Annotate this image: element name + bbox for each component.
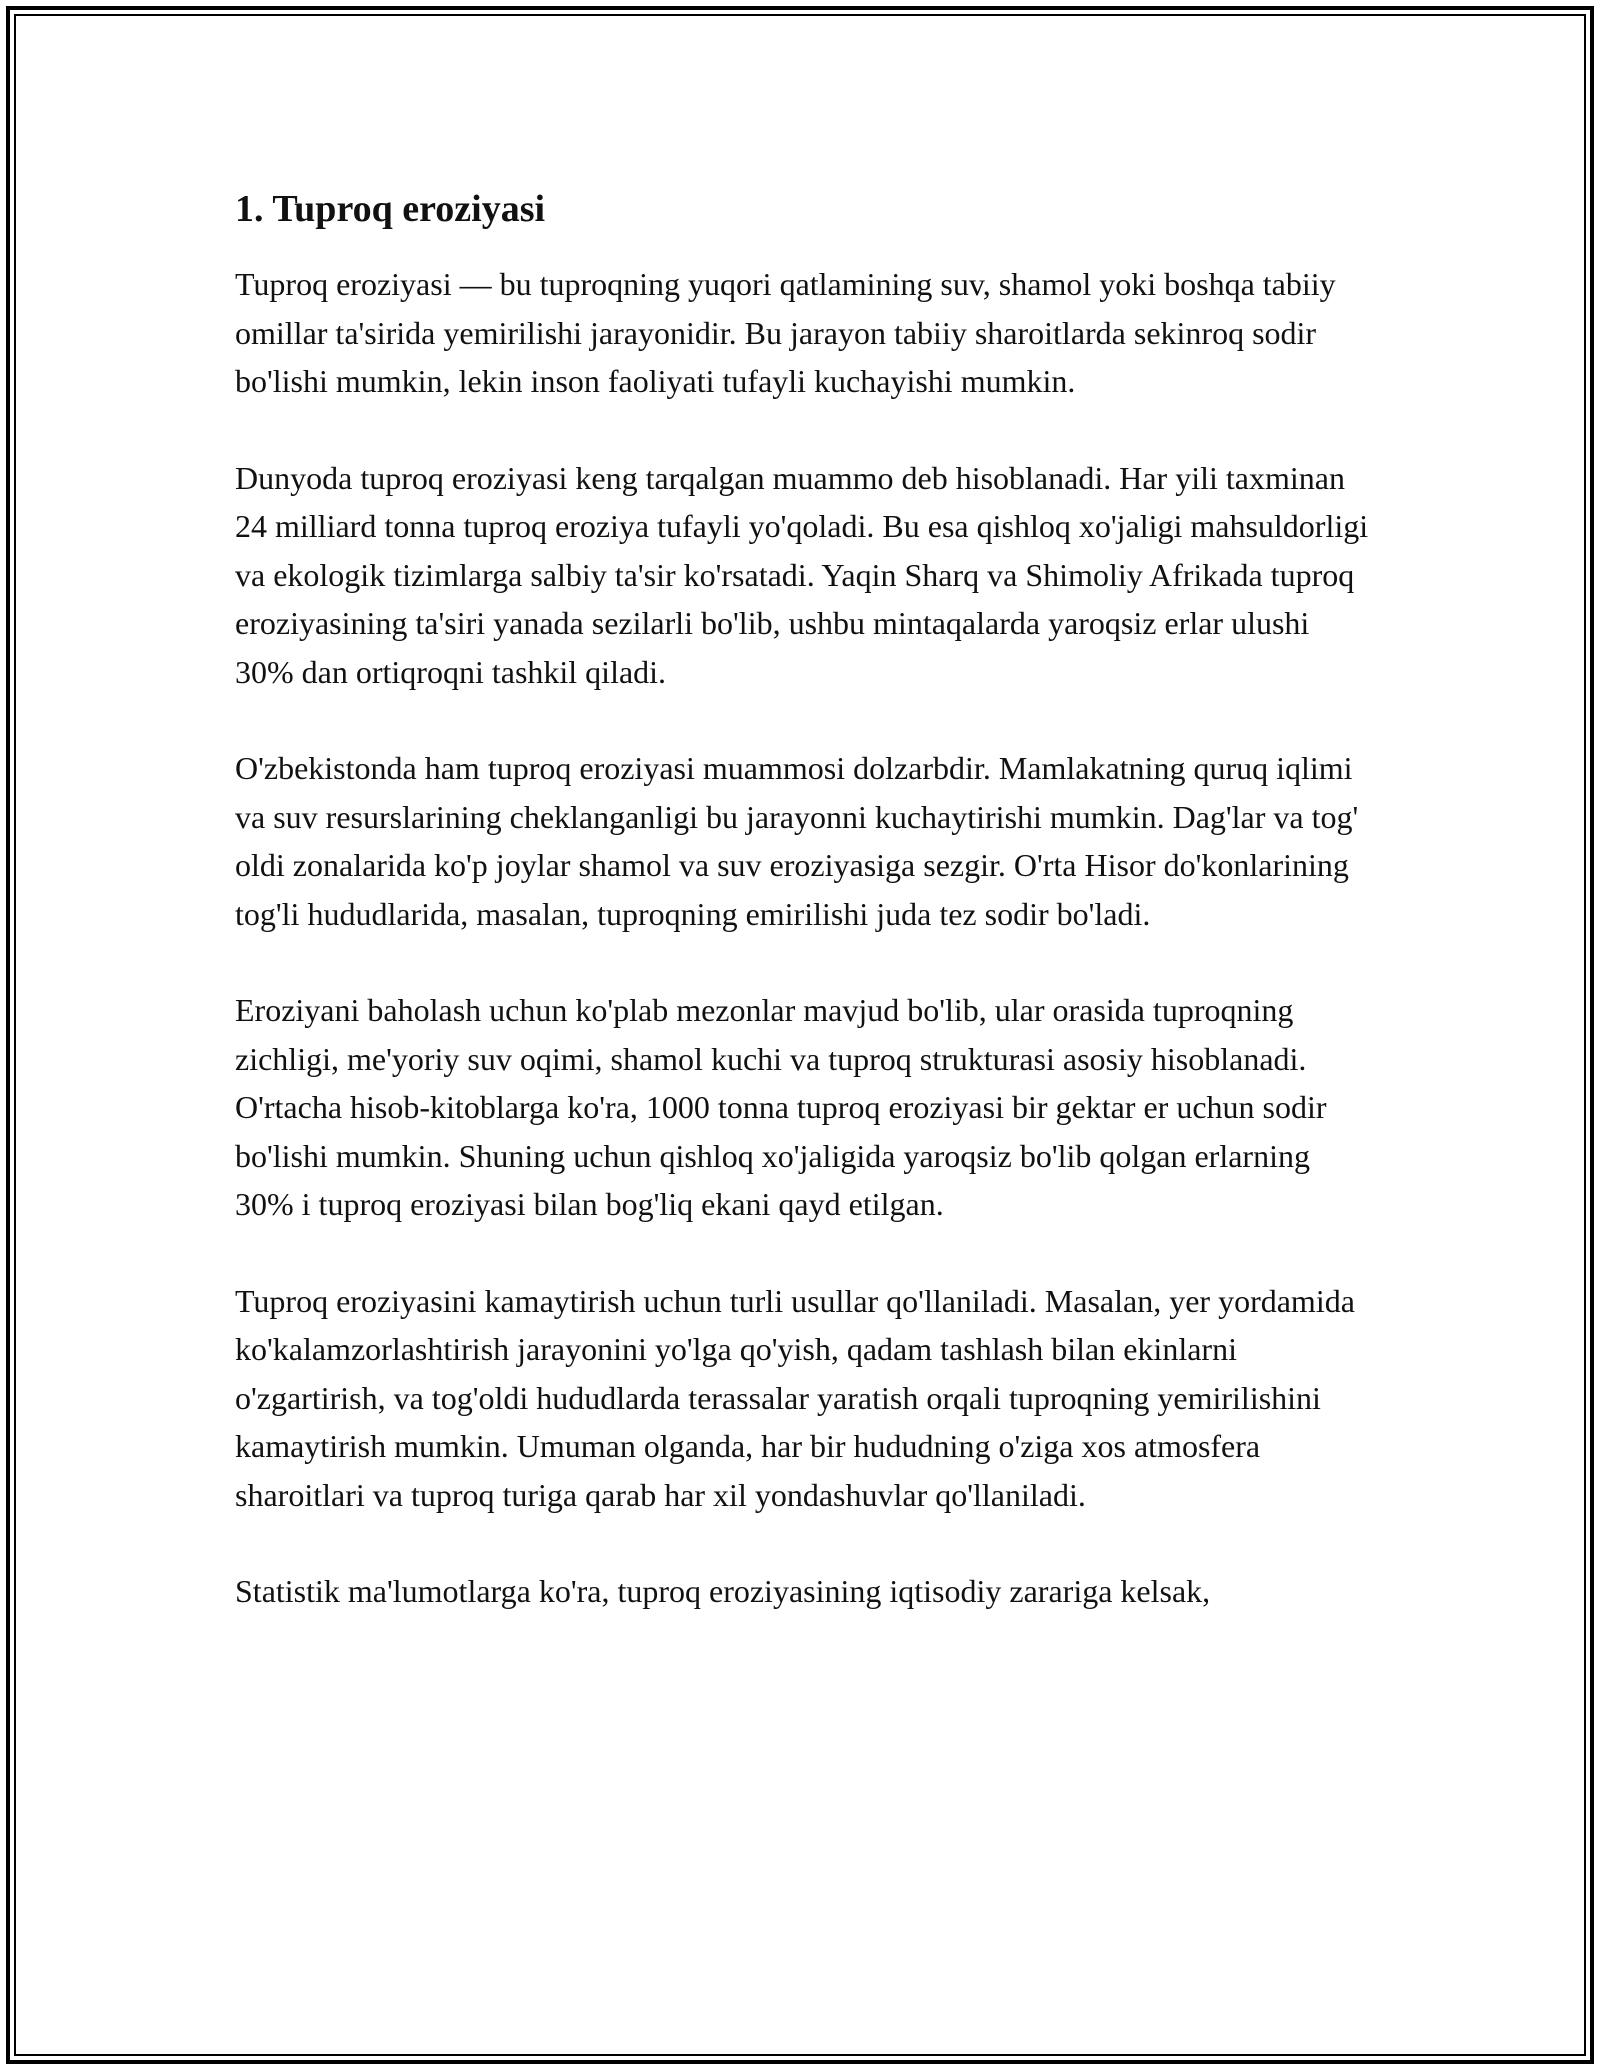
paragraph-6: Statistik ma'lumotlarga ko'ra, tuproq eroziyasining iqtisodiy zarariga kelsak, [235,1573,1211,1610]
section-title: 1. Tuproq eroziyasi [235,188,546,230]
document-body [235,185,1375,1664]
paragraph-5: Tuproq eroziyasini kamaytirish uchun turli usullar qo'llaniladi. Masalan, yer yordamida ko'kalamzorlashtirish jarayonini yo'lga qo'yish, qadam tashlash bilan ekinlarni o'zgartirish, va tog'oldi hududlarda terassalar yaratish orqali tuproqning yemirilishini kamaytirish mumkin. Umuman olganda, har bir hududning o'ziga xos atmosfera sharoitlari va tuproq turiga qarab har xil yondashuvlar qo'llaniladi. [235,1282,1355,1513]
paragraph-2: Dunyoda tuproq eroziyasi keng tarqalgan muammo deb hisoblanadi. Har yili taxminan 24 milliard tonna tuproq eroziya tufayli yo'qoladi. Bu esa qishloq xo'jaligi mahsuldorligi va ekologik tizimlarga salbiy ta'sir ko'rsatadi. Yaqin Sharq va Shimoliy Afrikada tuproq eroziyasining ta'siri yanada sezilarli bo'lib, ushbu mintaqalarda yaroqsiz erlar ulushi 30% dan ortiqroqni tashkil qiladi. [235,459,1369,690]
paragraph-4: Eroziyani baholash uchun ko'plab mezonlar mavjud bo'lib, ular orasida tuproqning zichligi, me'yoriy suv oqimi, shamol kuchi va tuproq strukturasi asosiy hisoblanadi. O'rtacha hisob-kitoblarga ko'ra, 1000 tonna tuproq eroziyasi bir gektar er uchun sodir bo'lishi mumkin. Shuning uchun qishloq xo'jaligida yaroqsiz bo'lib qolgan erlarning 30% i tuproq eroziyasi bilan bog'liq ekani qayd etilgan. [235,992,1327,1223]
paragraph-3: O'zbekistonda ham tuproq eroziyasi muammosi dolzarbdir. Mamlakatning quruq iqlimi va suv resurslarining cheklanganligi bu jarayonni kuchaytirishi mumkin. Dag'lar va tog' oldi zonalarida ko'p joylar shamol va suv eroziyasiga sezgir. O'rta Hisor do'konlarining tog'li hududlarida, masalan, tuproqning emirilishi juda tez sodir bo'ladi. [235,750,1359,932]
paragraph-1: Tuproq eroziyasi — bu tuproqning yuqori qatlamining suv, shamol yoki boshqa tabiiy omillar ta'sirida yemirilishi jarayonidir. Bu jarayon tabiiy sharoitlarda sekinroq sodir bo'lishi mumkin, lekin inson faoliyati tufayli kuchayishi mumkin. [235,266,1336,400]
